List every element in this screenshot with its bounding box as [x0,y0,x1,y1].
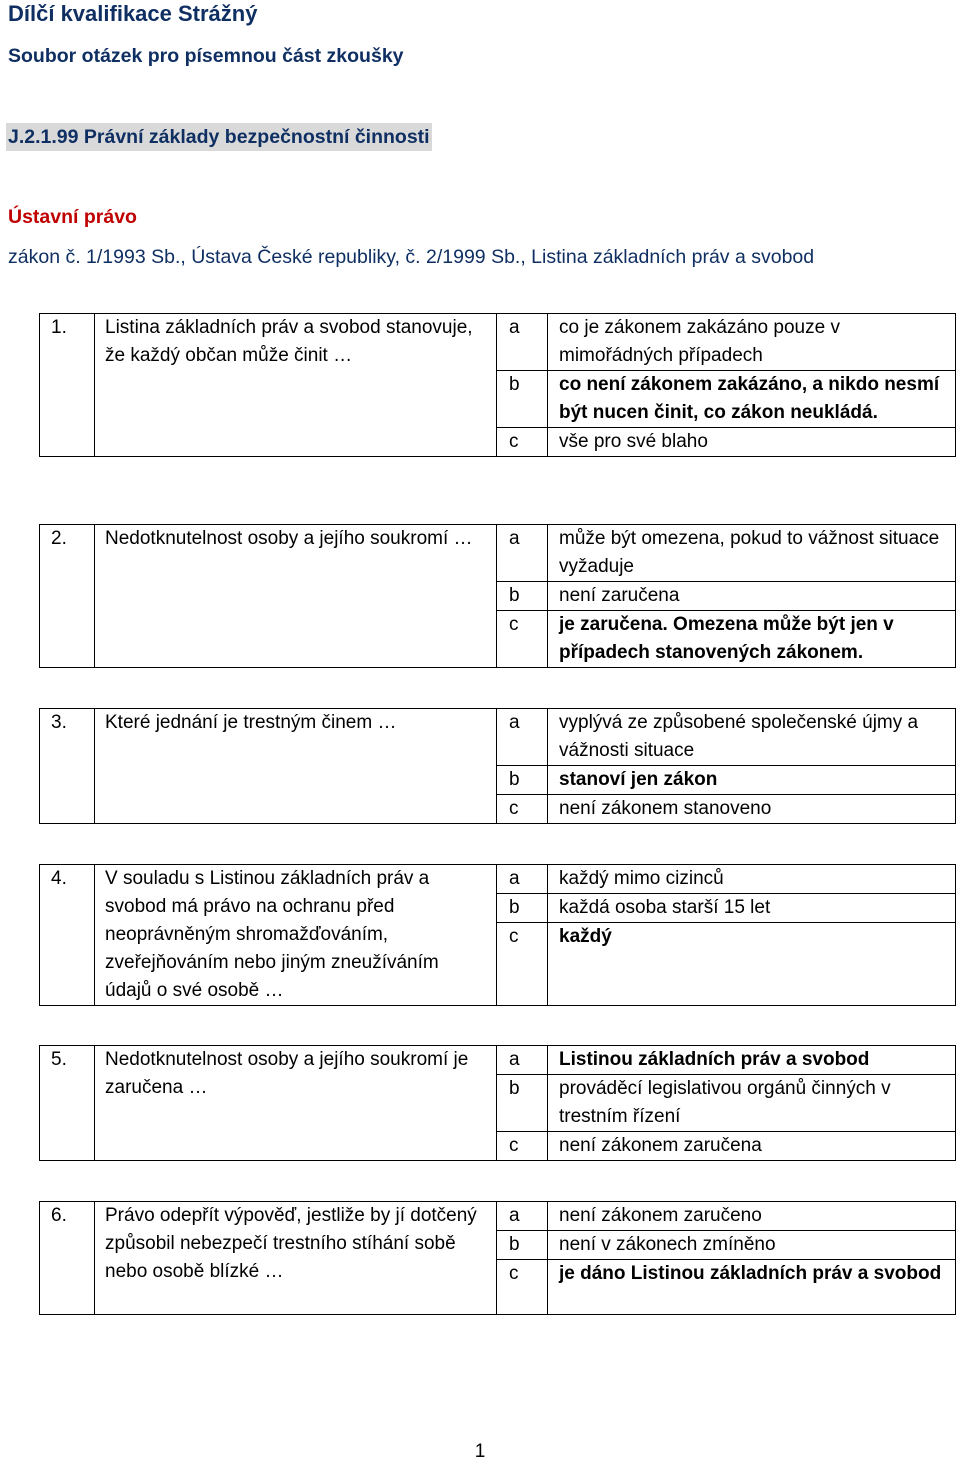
answer-cell [548,1046,956,1075]
answer-letter-a: a [509,1205,520,1226]
answer-cell [548,923,956,1006]
question-number: 2. [51,528,67,549]
answer-letter-cell [497,582,548,611]
answer-letter-cell [497,894,548,923]
answer-letter-cell [497,1132,548,1161]
answer-letter-b: b [509,374,520,395]
question-table-5 [39,1045,956,1161]
answer-a: co je zákonem zakázáno pouze v mimořádných případech [559,317,840,366]
question-table-2 [39,524,956,668]
question-text-cell [95,314,497,457]
answer-a: vyplývá ze způsobené společenské újmy a vážnosti situace [559,712,919,761]
answer-letter-b: b [509,1078,520,1099]
answer-cell [548,1202,956,1231]
question-table-1 [39,313,956,457]
answer-letter-cell [497,1046,548,1075]
question-number-cell [40,709,95,824]
question-text: Právo odepřít výpověď, jestliže by jí dotčený způsobil nebezpečí trestního stíhání sobě nebo osobě blízké … [105,1205,477,1282]
question-number-cell [40,525,95,668]
answer-cell [548,865,956,894]
question-table-6 [39,1201,956,1315]
answer-letter-cell [497,314,548,371]
answer-letter-cell [497,923,548,1006]
question-number-cell [40,1046,95,1161]
answer-letter-cell [497,371,548,428]
answer-c-correct: je dáno Listinou základních práv a svobod [559,1263,942,1284]
document-subtitle: Soubor otázek pro písemnou část zkoušky [8,45,404,67]
answer-c-correct: je zaručena. Omezena může být jen v případech stanovených zákonem. [559,614,894,663]
answer-b: není v zákonech zmíněno [559,1234,776,1255]
answer-c: není zákonem zaručena [559,1135,762,1156]
answer-letter-cell [497,766,548,795]
question-text: Nedotknutelnost osoby a jejího soukromí je zaručena … [105,1049,469,1098]
answer-letter-b: b [509,585,520,606]
answer-cell [548,1231,956,1260]
question-table-4 [39,864,956,1006]
answer-cell [548,709,956,766]
question-text-cell [95,709,497,824]
question-text: Listina základních práv a svobod stanovuje, že každý občan může činit … [105,317,473,366]
answer-cell [548,314,956,371]
answer-a: není zákonem zaručeno [559,1205,762,1226]
answer-letter-c: c [509,1263,519,1284]
answer-letter-c: c [509,431,519,452]
law-references: zákon č. 1/1993 Sb., Ústava České republiky, č. 2/1999 Sb., Listina základních práv a svobod [8,246,815,268]
section-heading: Ústavní právo [8,206,137,228]
answer-letter-cell [497,865,548,894]
document-title: Dílčí kvalifikace Strážný [8,1,258,26]
answer-a-correct: Listinou základních práv a svobod [559,1049,870,1070]
answer-letter-a: a [509,528,520,549]
question-text: Nedotknutelnost osoby a jejího soukromí … [105,528,473,549]
answer-letter-a: a [509,712,520,733]
answer-cell [548,525,956,582]
answer-cell [548,1260,956,1315]
answer-cell [548,1075,956,1132]
module-heading: J.2.1.99 Právní základy bezpečnostní činnosti [6,123,432,151]
question-number-cell [40,1202,95,1315]
question-text: V souladu s Listinou základních práv a svobod má právo na ochranu před neoprávněným shromažďováním, zveřejňováním nebo jiným zneužíváním údajů o své osobě … [105,868,439,1001]
answer-cell [548,582,956,611]
answer-cell [548,428,956,457]
question-number: 5. [51,1049,67,1070]
question-number-cell [40,865,95,1006]
answer-letter-c: c [509,926,519,947]
question-text-cell [95,1202,497,1315]
answer-c-correct: každý [559,926,612,947]
question-number: 4. [51,868,67,889]
question-number: 6. [51,1205,67,1226]
answer-cell [548,371,956,428]
answer-letter-a: a [509,317,520,338]
answer-letter-a: a [509,1049,520,1070]
answer-cell [548,795,956,824]
question-number: 3. [51,712,67,733]
question-table-3 [39,708,956,824]
answer-b: každá osoba starší 15 let [559,897,771,918]
answer-letter-c: c [509,614,519,635]
question-text-cell [95,865,497,1006]
answer-a: každý mimo cizinců [559,868,724,889]
answer-letter-b: b [509,897,520,918]
answer-cell [548,1132,956,1161]
page-number: 1 [474,1441,486,1462]
answer-letter-cell [497,795,548,824]
answer-letter-cell [497,709,548,766]
question-text-cell [95,525,497,668]
answer-letter-b: b [509,1234,520,1255]
answer-letter-c: c [509,1135,519,1156]
answer-letter-cell [497,525,548,582]
answer-letter-cell [497,1231,548,1260]
answer-letter-cell [497,428,548,457]
question-number-cell [40,314,95,457]
answer-b: není zaručena [559,585,680,606]
answer-b-correct: stanoví jen zákon [559,769,718,790]
question-number: 1. [51,317,67,338]
answer-c: vše pro své blaho [559,431,708,452]
answer-letter-c: c [509,798,519,819]
answer-c: není zákonem stanoveno [559,798,772,819]
answer-letter-cell [497,1075,548,1132]
answer-letter-cell [497,1202,548,1231]
answer-letter-cell [497,611,548,668]
answer-b: prováděcí legislativou orgánů činných v trestním řízení [559,1078,891,1127]
question-text: Které jednání je trestným činem … [105,712,397,733]
answer-letter-a: a [509,868,520,889]
answer-letter-b: b [509,769,520,790]
answer-cell [548,766,956,795]
answer-cell [548,894,956,923]
question-text-cell [95,1046,497,1161]
answer-cell [548,611,956,668]
answer-letter-cell [497,1260,548,1315]
answer-a: může být omezena, pokud to vážnost situace vyžaduje [559,528,940,577]
answer-b-correct: co není zákonem zakázáno, a nikdo nesmí být nucen činit, co zákon neukládá. [559,374,940,423]
